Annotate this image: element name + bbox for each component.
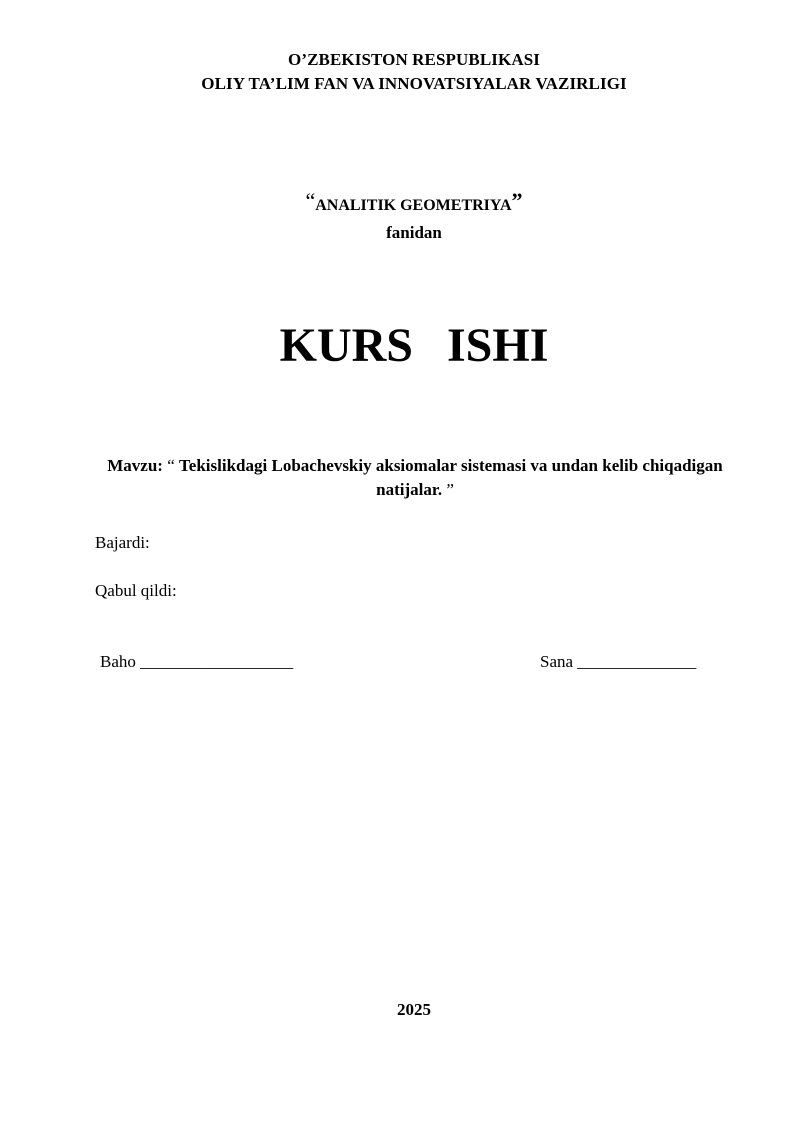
grade-field [100, 650, 293, 674]
grade-label: Baho [100, 652, 136, 671]
ministry-header [0, 48, 800, 96]
topic-close-quote: ” [446, 480, 454, 499]
grade-blank: __________________ [140, 652, 294, 671]
ministry-line: OLIY TA’LIM FAN VA INNOVATSIYALAR VAZIRLIGI [201, 74, 627, 93]
date-label: Sana [540, 652, 574, 671]
subject-open-quote: “ [305, 188, 316, 213]
done-by-label: Bajardi: [95, 533, 150, 552]
work-title-block [0, 318, 800, 374]
subject-suffix: fanidan [386, 223, 442, 242]
date-blank: ______________ [577, 652, 697, 671]
topic-label: Mavzu: [107, 456, 163, 475]
country-line: O’ZBEKISTON RESPUBLIKASI [288, 50, 540, 69]
topic-block [100, 454, 730, 502]
topic-text: Tekislikdagi Lobachevskiy aksiomalar sistemasi va undan kelib chiqadigan natijalar. [179, 456, 723, 499]
subject-block [0, 188, 800, 247]
year: 2025 [397, 1000, 431, 1019]
accepted-by-label: Qabul qildi: [95, 581, 177, 600]
subject-close-quote: ” [511, 188, 523, 213]
year-block [0, 998, 800, 1022]
subject-name-line [28, 188, 800, 219]
subject-name: ANALITIK GEOMETRIYA [315, 197, 512, 214]
work-title: KURS ISHI [279, 319, 549, 372]
date-field [540, 650, 696, 674]
topic-open-quote: “ [167, 456, 175, 475]
